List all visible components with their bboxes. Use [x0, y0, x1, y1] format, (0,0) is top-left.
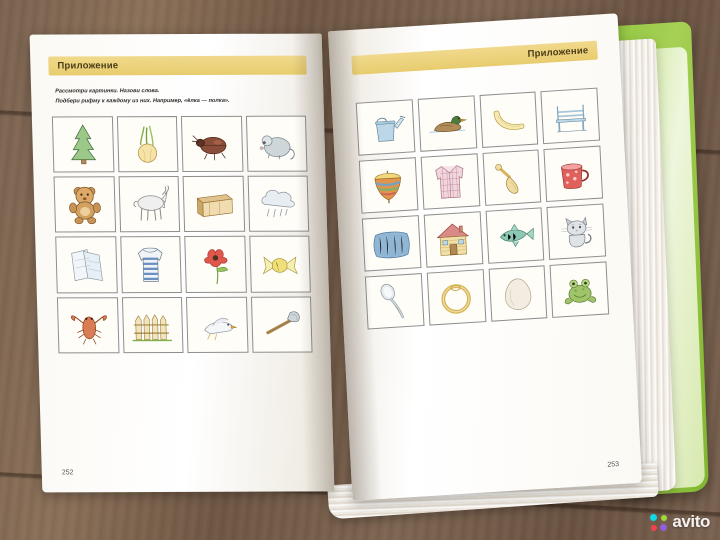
- striped-tshirt-icon: [126, 242, 176, 288]
- pillow-icon: [367, 220, 415, 266]
- goat-icon: [124, 181, 174, 227]
- spoon-icon: [370, 278, 418, 324]
- picture-cell-duck[interactable]: [417, 95, 476, 151]
- right-page: [328, 13, 642, 501]
- frog-icon: [555, 267, 603, 313]
- mug-icon: [549, 151, 597, 197]
- axe-icon: [256, 302, 306, 348]
- right-page-header-title: Приложение: [527, 45, 589, 60]
- picture-cell-fence[interactable]: [121, 297, 183, 354]
- right-page-number: 253: [607, 460, 620, 469]
- avito-logo-icon: [650, 514, 667, 531]
- cat-icon: [552, 209, 600, 255]
- teddy-bear-icon: [59, 182, 109, 228]
- open-book: [28, 18, 700, 518]
- onion-icon: [122, 121, 172, 167]
- avito-watermark-text: avito: [672, 512, 710, 531]
- picture-cell-teddy-bear[interactable]: [54, 176, 116, 233]
- fish-icon: [491, 213, 539, 259]
- poppy-icon: [190, 242, 240, 288]
- picture-cell-ring[interactable]: [426, 269, 485, 325]
- left-page-number: 252: [61, 469, 74, 477]
- picture-cell-spinning-top[interactable]: [359, 157, 418, 213]
- picture-cell-fir-tree[interactable]: [52, 116, 114, 173]
- picture-cell-mouse[interactable]: [245, 115, 307, 172]
- picture-cell-beetle[interactable]: [181, 116, 243, 173]
- picture-cell-rain-cloud[interactable]: [247, 176, 309, 233]
- instructions-text: Рассмотри картинки. Назови слова. Подбери рифму к каждому из них. Например, «ёлка — полка».: [55, 88, 230, 105]
- rain-cloud-icon: [253, 181, 303, 227]
- spinning-top-icon: [364, 162, 412, 208]
- picture-cell-poppy[interactable]: [184, 236, 246, 293]
- picture-cell-watering-can[interactable]: [356, 99, 415, 155]
- avito-watermark: [650, 512, 710, 532]
- picture-cell-candy[interactable]: [249, 236, 311, 293]
- picture-cell-shirt[interactable]: [55, 237, 117, 294]
- crayfish-icon: [63, 302, 113, 348]
- watering-can-icon: [361, 105, 409, 151]
- shirt-icon: [61, 242, 111, 288]
- picture-cell-mug[interactable]: [544, 145, 603, 201]
- beetle-icon: [187, 121, 237, 167]
- left-picture-grid: [52, 115, 313, 353]
- shelf-icon: [188, 181, 238, 227]
- picture-cell-fish[interactable]: [485, 207, 544, 263]
- house-icon: [429, 216, 477, 262]
- egg-icon: [494, 270, 542, 316]
- mouse-icon: [251, 121, 301, 167]
- picture-cell-horn[interactable]: [482, 149, 541, 205]
- seagull-icon: [192, 302, 242, 348]
- picture-cell-house[interactable]: [423, 211, 482, 267]
- picture-cell-frog[interactable]: [550, 261, 609, 317]
- bench-icon: [546, 93, 594, 139]
- left-page: [30, 34, 335, 493]
- picture-cell-axe[interactable]: [250, 296, 312, 353]
- shirt-checked-icon: [426, 159, 474, 205]
- picture-cell-pillow[interactable]: [362, 215, 421, 271]
- picture-cell-spoon[interactable]: [365, 273, 424, 329]
- left-page-header: [48, 56, 307, 76]
- picture-cell-shirt-checked[interactable]: [420, 153, 479, 209]
- horn-icon: [488, 155, 536, 201]
- fir-tree-icon: [58, 121, 108, 167]
- duck-icon: [423, 101, 471, 147]
- picture-cell-egg[interactable]: [488, 265, 547, 321]
- candy-icon: [255, 241, 305, 287]
- picture-cell-goat[interactable]: [118, 176, 180, 233]
- left-page-header-title: Приложение: [57, 60, 119, 72]
- picture-cell-cat[interactable]: [547, 203, 606, 259]
- picture-cell-bench[interactable]: [541, 88, 600, 144]
- fence-icon: [127, 302, 177, 348]
- banana-icon: [485, 97, 533, 143]
- ring-icon: [432, 274, 480, 320]
- picture-cell-banana[interactable]: [479, 92, 538, 148]
- picture-cell-shelf[interactable]: [183, 176, 245, 233]
- picture-cell-onion[interactable]: [116, 116, 178, 173]
- picture-cell-seagull[interactable]: [186, 297, 248, 354]
- picture-cell-crayfish[interactable]: [57, 297, 119, 354]
- right-picture-grid: [356, 88, 609, 330]
- picture-cell-striped-tshirt[interactable]: [120, 236, 182, 293]
